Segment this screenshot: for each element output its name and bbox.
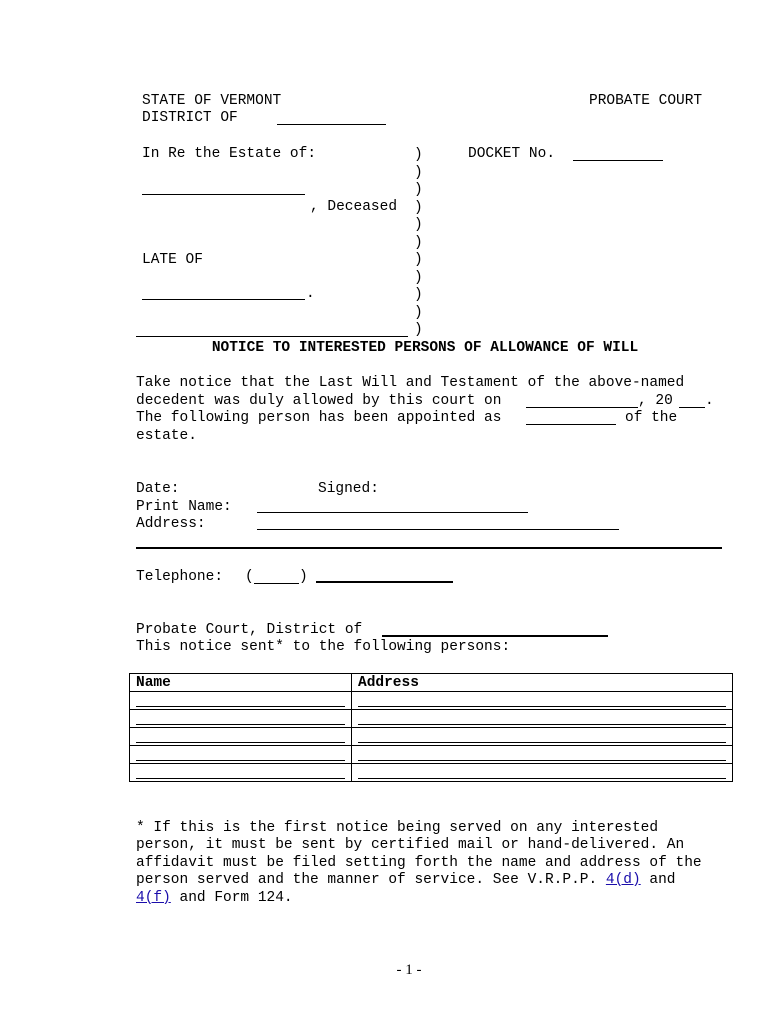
deceased-label: , Deceased: [310, 199, 398, 215]
print-name-label: Print Name:: [136, 499, 232, 515]
docket-blank[interactable]: [573, 160, 663, 161]
persons-table: [129, 673, 733, 782]
footnote-line-5: [136, 890, 293, 908]
address-blank[interactable]: [257, 529, 619, 530]
phone-open-paren: (: [245, 569, 254, 585]
footnote-form-text: and Form 124.: [179, 890, 293, 906]
docket-label: DOCKET No.: [468, 146, 556, 162]
address-cell[interactable]: [352, 728, 733, 746]
probate-district-blank[interactable]: [382, 635, 608, 637]
body-line-2-a: decedent was duly allowed by this court on: [136, 393, 502, 409]
residence-period: .: [306, 286, 315, 302]
late-of-label: LATE OF: [142, 252, 203, 268]
name-cell[interactable]: [130, 692, 352, 710]
footnote-line-1: * If this is the first notice being served on any interested: [136, 820, 659, 836]
footnote-line-4: [136, 872, 676, 890]
body-line-4: estate.: [136, 428, 197, 444]
address-cell[interactable]: [352, 692, 733, 710]
name-column-header: Name: [130, 674, 352, 692]
name-cell[interactable]: [130, 764, 352, 782]
body-line-3-b: of the: [625, 410, 678, 426]
decedent-name-blank[interactable]: [142, 194, 305, 195]
address-label: Address:: [136, 516, 206, 532]
allowance-date-blank[interactable]: [526, 407, 638, 408]
caption-paren-column: ) ) ) ) ) ) ) ) ) ) ): [414, 147, 423, 338]
phone-close-paren: ): [299, 569, 308, 585]
appointment-role-blank[interactable]: [526, 424, 616, 425]
notice-sent-line: This notice sent* to the following persons:: [136, 639, 511, 655]
court-heading: PROBATE COURT: [589, 93, 703, 109]
table-header-row: [130, 674, 733, 692]
phone-number-blank[interactable]: [316, 581, 453, 583]
body-line-1: Take notice that the Last Will and Testament of the above-named: [136, 375, 685, 391]
notice-title: NOTICE TO INTERESTED PERSONS OF ALLOWANCE OF WILL: [211, 340, 639, 356]
footnote-and: and: [649, 872, 676, 888]
address-cell[interactable]: [352, 764, 733, 782]
year-blank[interactable]: [679, 407, 705, 408]
page-number: - 1 -: [396, 962, 422, 978]
print-name-blank[interactable]: [257, 512, 528, 513]
table-row: [130, 728, 733, 746]
district-label: DISTRICT OF: [142, 110, 238, 126]
rule-4d-link[interactable]: 4(d): [605, 872, 641, 888]
address-line-2-rule[interactable]: [136, 547, 722, 549]
table-row: [130, 764, 733, 782]
name-cell[interactable]: [130, 746, 352, 764]
signed-label: Signed:: [318, 481, 379, 497]
table-row: [130, 746, 733, 764]
address-cell[interactable]: [352, 746, 733, 764]
telephone-label: Telephone:: [136, 569, 224, 585]
footnote-line-2: person, it must be sent by certified mail or hand-delivered. An: [136, 837, 685, 853]
body-line-2-b: , 20: [638, 393, 673, 409]
name-cell[interactable]: [130, 710, 352, 728]
body-line-3-a: The following person has been appointed as: [136, 410, 502, 426]
footnote-line-3: affidavit must be filed setting forth the name and address of the: [136, 855, 702, 871]
name-cell[interactable]: [130, 728, 352, 746]
state-heading: STATE OF VERMONT: [142, 93, 282, 109]
body-line-2-c: .: [705, 393, 714, 409]
table-row: [130, 710, 733, 728]
rule-4f-link[interactable]: 4(f): [136, 890, 171, 906]
probate-district-label: Probate Court, District of: [136, 622, 363, 638]
date-label: Date:: [136, 481, 180, 497]
residence-blank[interactable]: [142, 299, 305, 300]
footnote-line-4-text: person served and the manner of service. See V.R.P.P.: [136, 872, 598, 888]
address-column-header: Address: [352, 674, 733, 692]
area-code-blank[interactable]: [254, 583, 299, 584]
table-row: [130, 692, 733, 710]
address-cell[interactable]: [352, 710, 733, 728]
caption-bottom-rule: [136, 336, 408, 337]
district-blank[interactable]: [277, 124, 386, 125]
in-re-label: In Re the Estate of:: [142, 146, 317, 162]
